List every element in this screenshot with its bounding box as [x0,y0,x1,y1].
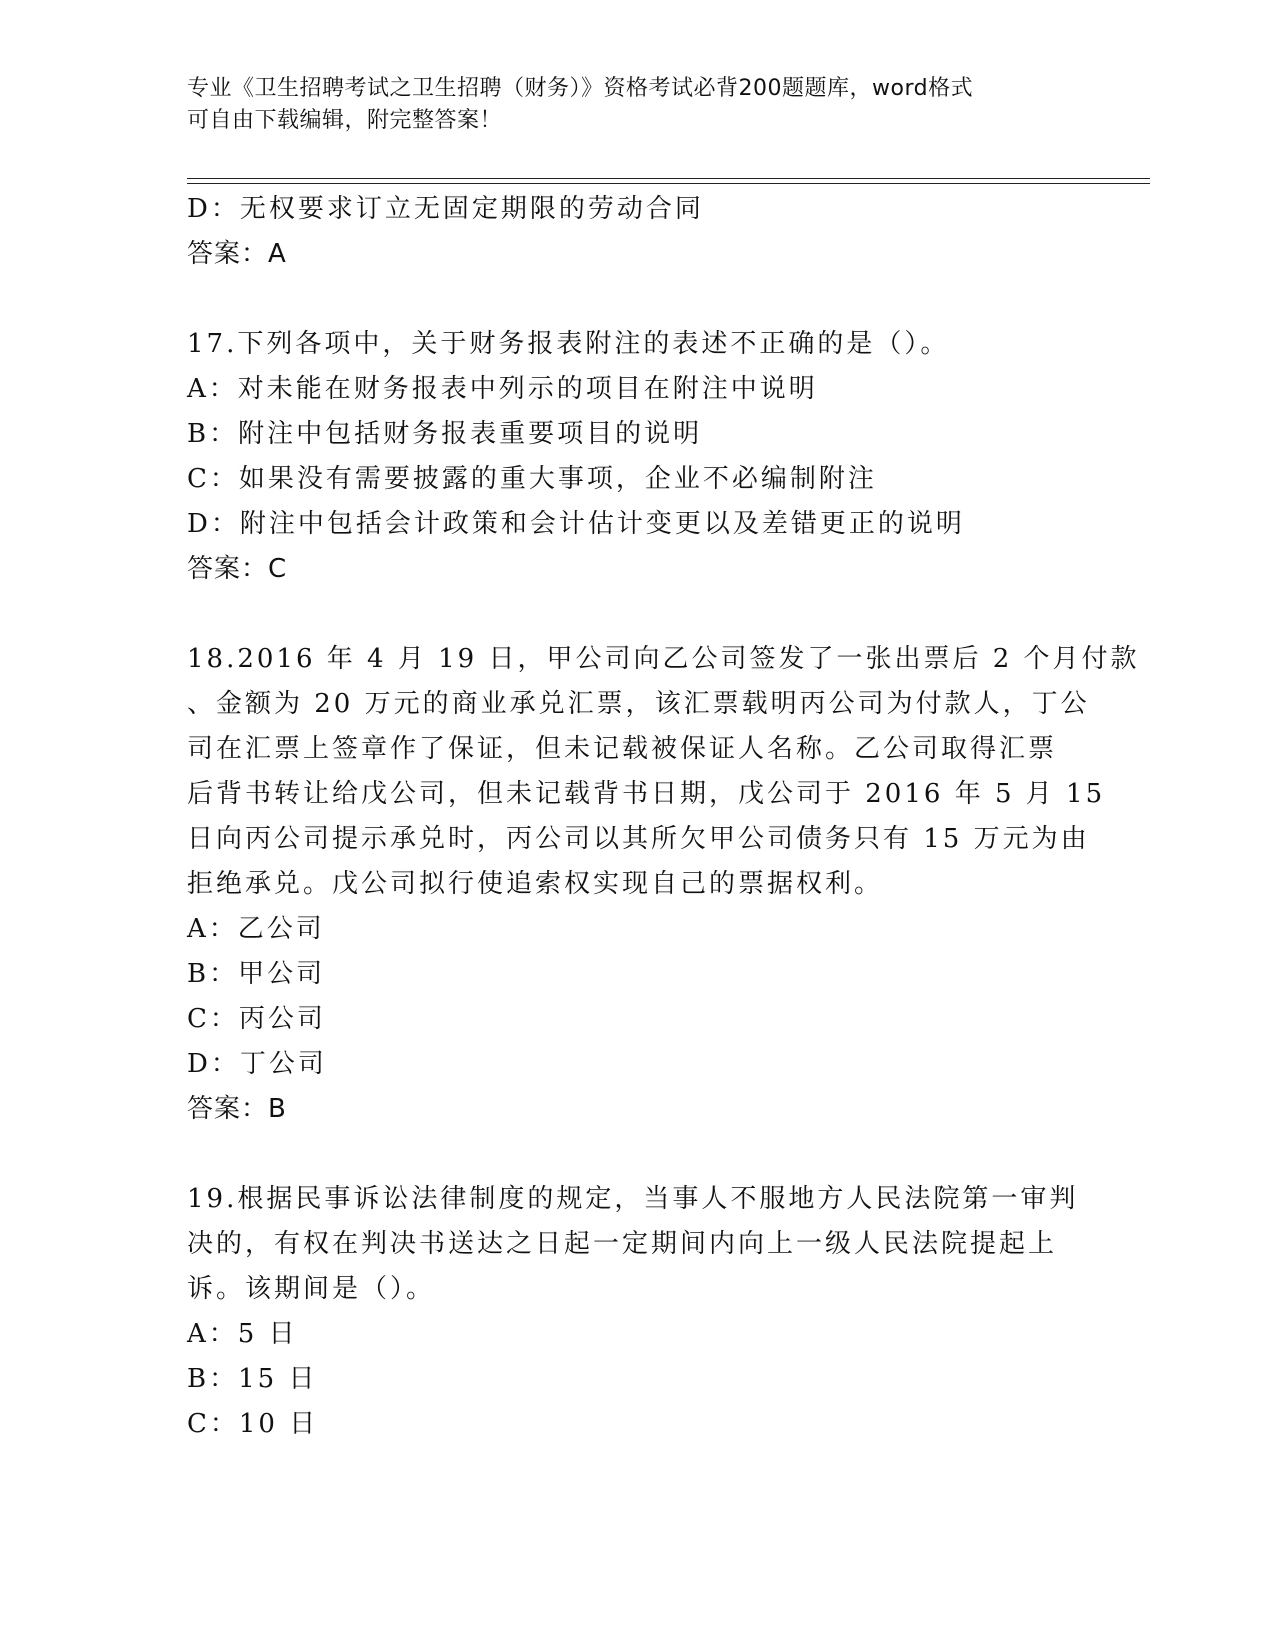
header-line: 专业《卫生招聘考试之卫生招聘（财务）》资格考试必背200题题库，word格式 [187,76,974,101]
option-a: A：5 日 [187,1319,298,1349]
answer-line: 答案：B [187,1094,287,1124]
option-b: B：附注中包括财务报表重要项目的说明 [187,419,703,449]
answer-line: 答案：C [187,554,288,584]
question-19 [187,1177,1087,1447]
question-stem-line: 拒绝承兑。戊公司拟行使追索权实现自己的票据权利。 [187,869,884,899]
question-stem-line: 、金额为 20 万元的商业承兑汇票，该汇票载明丙公司为付款人，丁公 [187,689,1090,719]
option-b: B：15 日 [187,1364,318,1394]
option-d: D：丁公司 [187,1049,327,1079]
option-a: A：乙公司 [187,914,325,944]
header-line: 可自由下载编辑，附完整答案！ [187,108,503,133]
question-17 [187,322,1087,592]
question-stem-line: 19.根据民事诉讼法律制度的规定，当事人不服地方人民法院第一审判 [187,1184,1079,1214]
option-a: A：对未能在财务报表中列示的项目在附注中说明 [187,374,818,404]
option-c: C：如果没有需要披露的重大事项，企业不必编制附注 [187,464,877,494]
document-header [187,73,1067,137]
spacer [187,277,1087,322]
question-stem: 17.下列各项中，关于财务报表附注的表述不正确的是（）。 [187,329,950,359]
option-c: C：10 日 [187,1409,319,1439]
question-stem-line: 18.2016 年 4 月 19 日，甲公司向乙公司签发了一张出票后 2 个月付款 [187,644,1140,674]
option-c: C：丙公司 [187,1004,326,1034]
document-body [187,187,1140,1447]
question-stem-line: 决的，有权在判决书送达之日起一定期间内向上一级人民法院提起上 [187,1229,1058,1259]
question-18 [187,637,1140,1132]
answer-line: 答案：A [187,239,287,269]
question-stem-line: 后背书转让给戊公司，但未记载背书日期，戊公司于 2016 年 5 月 15 [187,779,1106,809]
header-rule-top [187,178,1150,179]
spacer [187,592,1087,637]
option-b: B：甲公司 [187,959,326,989]
question-stem-line: 诉。该期间是（）。 [187,1274,436,1304]
option-d: D：附注中包括会计政策和会计估计变更以及差错更正的说明 [187,509,965,539]
spacer [187,1132,1087,1177]
header-rule-bottom [187,183,1150,184]
question-stem-line: 司在汇票上签章作了保证，但未记载被保证人名称。乙公司取得汇票 [187,734,1058,764]
option-d: D：无权要求订立无固定期限的劳动合同 [187,194,704,224]
question-fragment [187,187,1087,277]
question-stem-line: 日向丙公司提示承兑时，丙公司以其所欠甲公司债务只有 15 万元为由 [187,824,1090,854]
